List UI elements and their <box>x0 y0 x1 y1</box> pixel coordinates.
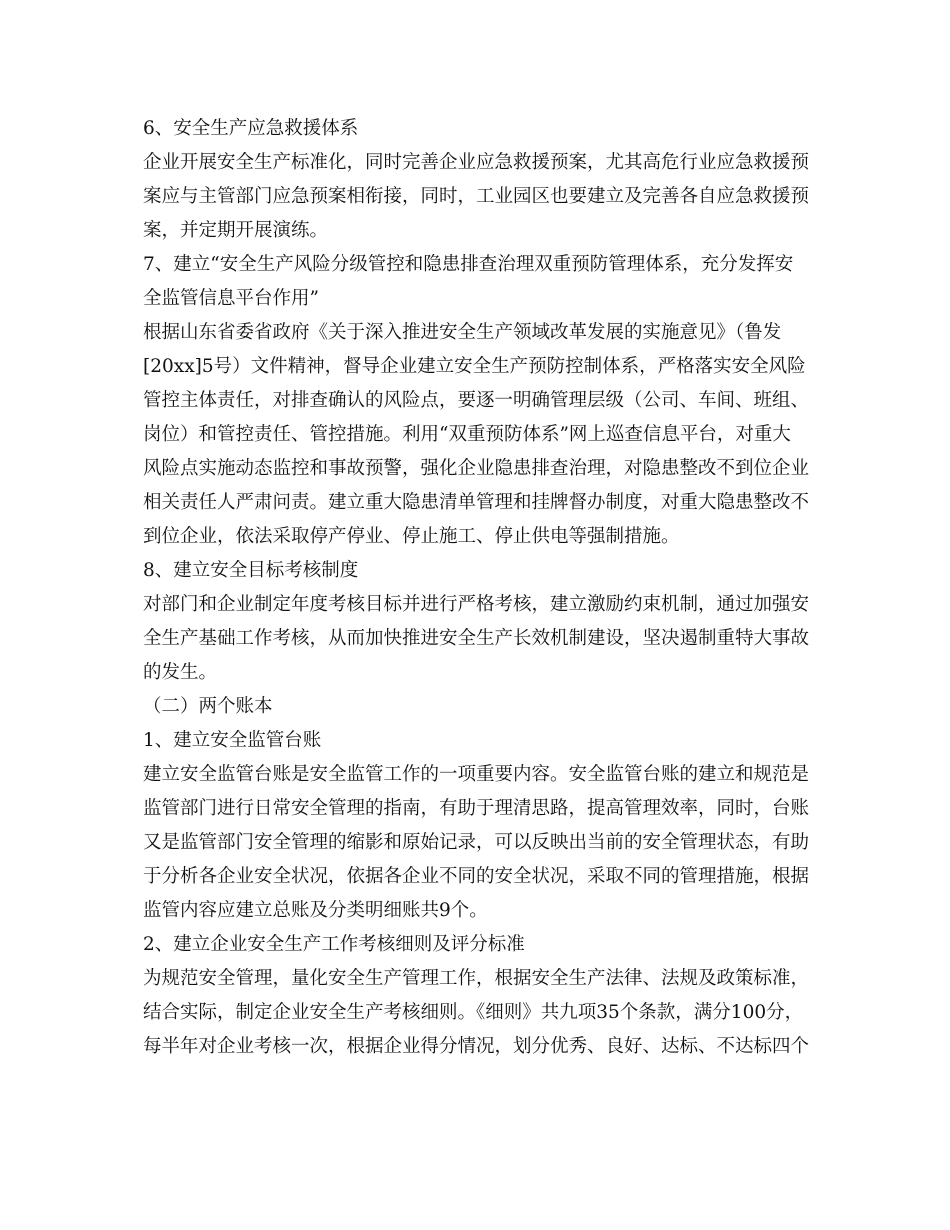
paragraph-line: 案，并定期开展演练。 <box>143 220 329 241</box>
paragraph-line: [20xx]5号）文件精神，督导企业建立安全生产预防控制体系，严格落实安全风险 <box>143 356 806 377</box>
section-heading: 1、建立安全监管台账 <box>143 730 322 751</box>
paragraph-line: 管控主体责任，对排查确认的风险点，要逐一明确管理层级（公司、车间、班组、 <box>143 390 810 411</box>
paragraph-line: 监管部门进行日常安全管理的指南，有助于理清思路，提高管理效率，同时，台账 <box>143 798 810 819</box>
paragraph-line: 案应与主管部门应急预案相衔接，同时，工业园区也要建立及完善各自应急救援预 <box>143 186 810 207</box>
paragraph-line: 根据山东省委省政府《关于深入推进安全生产领域改革发展的实施意见》（鲁发 <box>143 322 782 343</box>
paragraph-line: 为规范安全管理，量化安全生产管理工作，根据安全生产法律、法规及政策标准， <box>143 968 810 989</box>
paragraph-line: 结合实际，制定企业安全生产考核细则。《细则》共九项35个条款，满分100分， <box>143 1002 804 1023</box>
section-heading: 7、建立“安全生产风险分级管控和隐患排查治理双重预防管理体系，充分发挥安 <box>143 254 794 275</box>
paragraph-line: 监管内容应建立总账及分类明细账共9个。 <box>143 900 488 921</box>
section-heading: 全监管信息平台作用” <box>143 288 319 309</box>
paragraph-line: 风险点实施动态监控和事故预警，强化企业隐患排查治理，对隐患整改不到位企业 <box>143 458 810 479</box>
paragraph-line: 的发生。 <box>143 662 218 683</box>
paragraph-line: 对部门和企业制定年度考核目标并进行严格考核，建立激励约束机制，通过加强安 <box>143 594 810 615</box>
section-heading: （二）两个账本 <box>143 696 273 717</box>
paragraph-line: 相关责任人严肃问责。建立重大隐患清单管理和挂牌督办制度，对重大隐患整改不 <box>143 492 810 513</box>
paragraph-line: 建立安全监管台账是安全监管工作的一项重要内容。安全监管台账的建立和规范是 <box>143 764 810 785</box>
paragraph-line: 到位企业，依法采取停产停业、停止施工、停止供电等强制措施。 <box>143 526 680 547</box>
section-heading: 2、建立企业安全生产工作考核细则及评分标准 <box>143 934 525 955</box>
section-heading: 6、安全生产应急救援体系 <box>143 118 359 139</box>
paragraph-line: 企业开展安全生产标准化，同时完善企业应急救援预案，尤其高危行业应急救援预 <box>143 152 810 173</box>
section-heading: 8、建立安全目标考核制度 <box>143 560 359 581</box>
paragraph-line: 全生产基础工作考核，从而加快推进安全生产长效机制建设，坚决遏制重特大事故 <box>143 628 810 649</box>
paragraph-line: 又是监管部门安全管理的缩影和原始记录，可以反映出当前的安全管理状态，有助 <box>143 832 810 853</box>
paragraph-line: 于分析各企业安全状况，依据各企业不同的安全状况，采取不同的管理措施，根据 <box>143 866 810 887</box>
paragraph-line: 岗位）和管控责任、管控措施。利用“双重预防体系”网上巡查信息平台，对重大 <box>143 424 791 445</box>
paragraph-line: 每半年对企业考核一次，根据企业得分情况，划分优秀、良好、达标、不达标四个 <box>143 1036 810 1057</box>
